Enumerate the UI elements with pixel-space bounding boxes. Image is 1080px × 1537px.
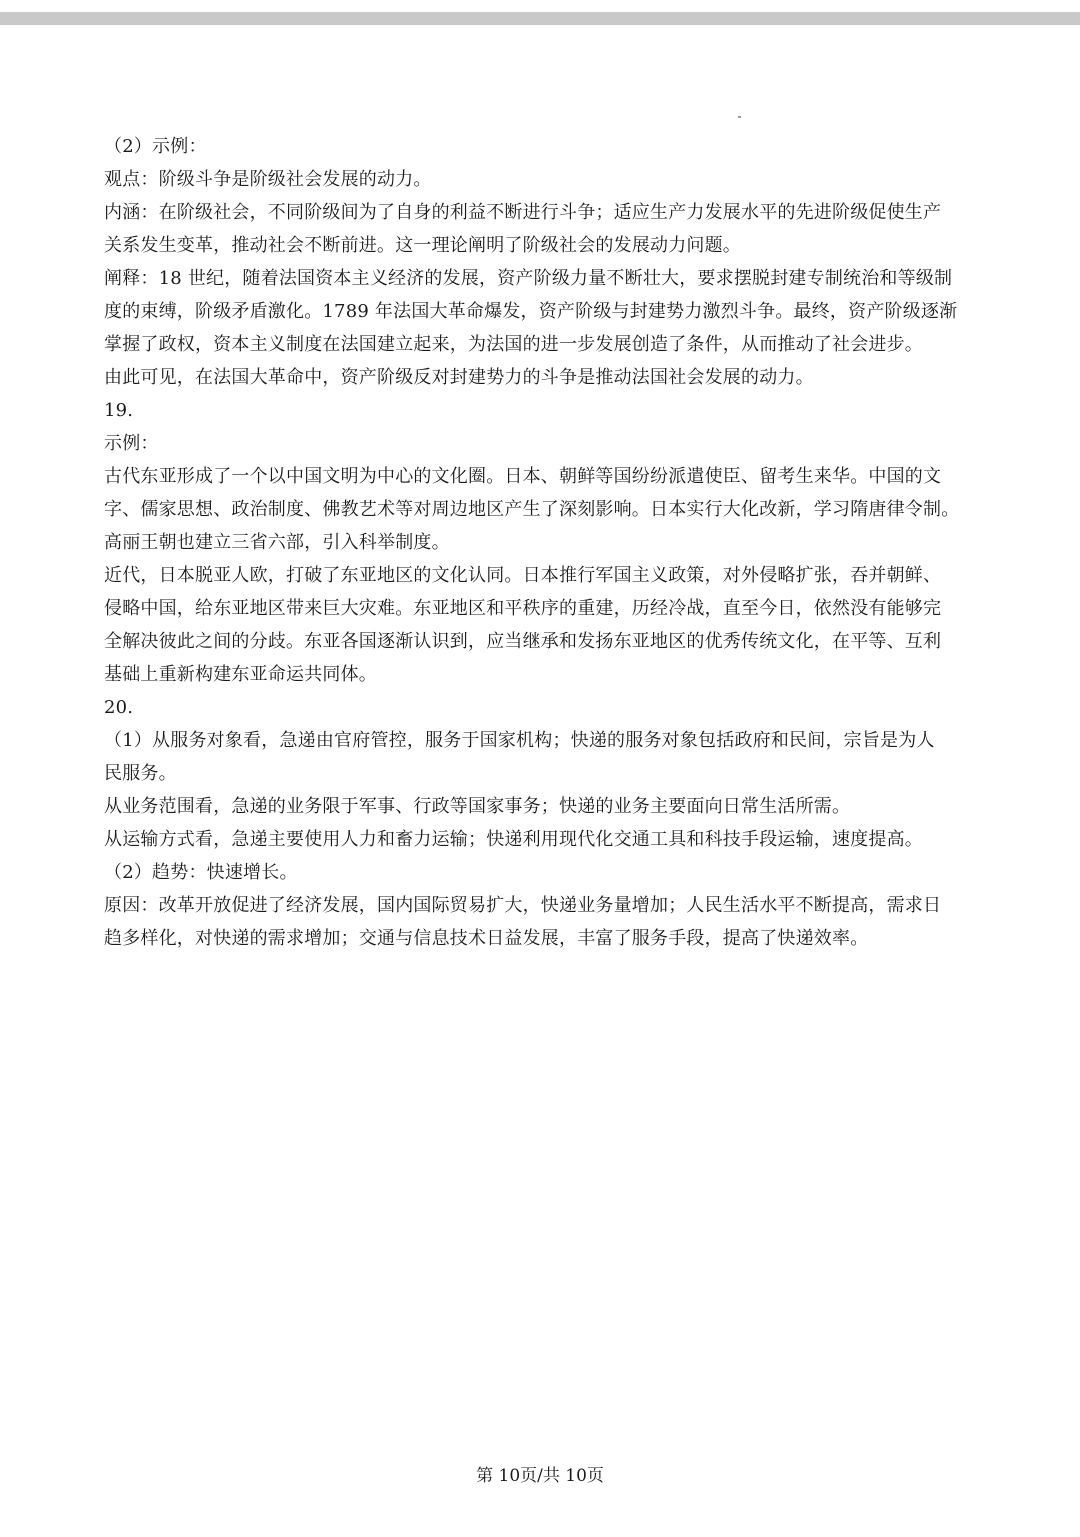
text-line: 掌握了政权，资本主义制度在法国建立起来，为法国的进一步发展创造了条件，从而推动了社会进步。 — [104, 334, 923, 355]
text-line: 侵略中国，给东亚地区带来巨大灾难。东亚地区和平秩序的重建，历经冷战，直至今日，依然没有能够完 — [104, 598, 942, 619]
text-line: 内涵：在阶级社会，不同阶级间为了自身的利益不断进行斗争；适应生产力发展水平的先进阶级促使生产 — [104, 202, 942, 223]
text-line: 趋多样化，对快递的需求增加；交通与信息技术日益发展，丰富了服务手段，提高了快递效率。 — [104, 928, 869, 949]
text-line: 字、儒家思想、政治制度、佛教艺术等对周边地区产生了深刻影响。日本实行大化改新，学习隋唐律令制。 — [104, 499, 960, 520]
text-line: （1）从服务对象看，急递由官府管控，服务于国家机构；快递的服务对象包括政府和民间，宗旨是为人 — [104, 730, 935, 751]
text-line: 示例： — [104, 433, 159, 454]
question-number: 19. — [104, 400, 134, 421]
answer-text-body — [104, 130, 984, 955]
page-number-footer: 第 10页/共 10页 — [476, 1466, 604, 1486]
text-line: 从业务范围看，急递的业务限于军事、行政等国家事务；快递的业务主要面向日常生活所需。 — [104, 796, 851, 817]
text-line: 近代，日本脱亚人欧，打破了东亚地区的文化认同。日本推行军国主义政策，对外侵略扩张，吞并朝鲜、 — [104, 565, 942, 586]
text-line: 度的束缚，阶级矛盾激化。1789 年法国大革命爆发，资产阶级与封建势力激烈斗争。最终，资产阶级逐渐 — [104, 301, 958, 322]
text-line: 由此可见，在法国大革命中，资产阶级反对封建势力的斗争是推动法国社会发展的动力。 — [104, 367, 814, 388]
text-line: 原因：改革开放促进了经济发展，国内国际贸易扩大，快递业务量增加；人民生活水平不断提高，需求日 — [104, 895, 942, 916]
stray-mark — [738, 116, 741, 118]
text-line: 观点：阶级斗争是阶级社会发展的动力。 — [104, 169, 432, 190]
text-line: 高丽王朝也建立三省六部，引入科举制度。 — [104, 532, 450, 553]
text-line: 从运输方式看，急递主要使用人力和畜力运输；快递利用现代化交通工具和科技手段运输，速度提高。 — [104, 829, 923, 850]
text-line: （2）趋势：快速增长。 — [104, 862, 298, 883]
question-number: 20. — [104, 697, 134, 718]
text-line: 古代东亚形成了一个以中国文明为中心的文化圈。日本、朝鲜等国纷纷派遣使臣、留考生来华。中国的文 — [104, 466, 942, 487]
text-line: 关系发生变革，推动社会不断前进。这一理论阐明了阶级社会的发展动力问题。 — [104, 235, 741, 256]
top-gray-bar — [0, 12, 1080, 25]
text-line: （2）示例： — [104, 136, 207, 157]
text-line: 民服务。 — [104, 763, 177, 784]
text-line: 基础上重新构建东亚命运共同体。 — [104, 664, 377, 685]
text-line: 阐释：18 世纪，随着法国资本主义经济的发展，资产阶级力量不断壮大，要求摆脱封建专制统治和等级制 — [104, 268, 953, 289]
text-line: 全解决彼此之间的分歧。东亚各国逐渐认识到，应当继承和发扬东亚地区的优秀传统文化，在平等、互利 — [104, 631, 942, 652]
